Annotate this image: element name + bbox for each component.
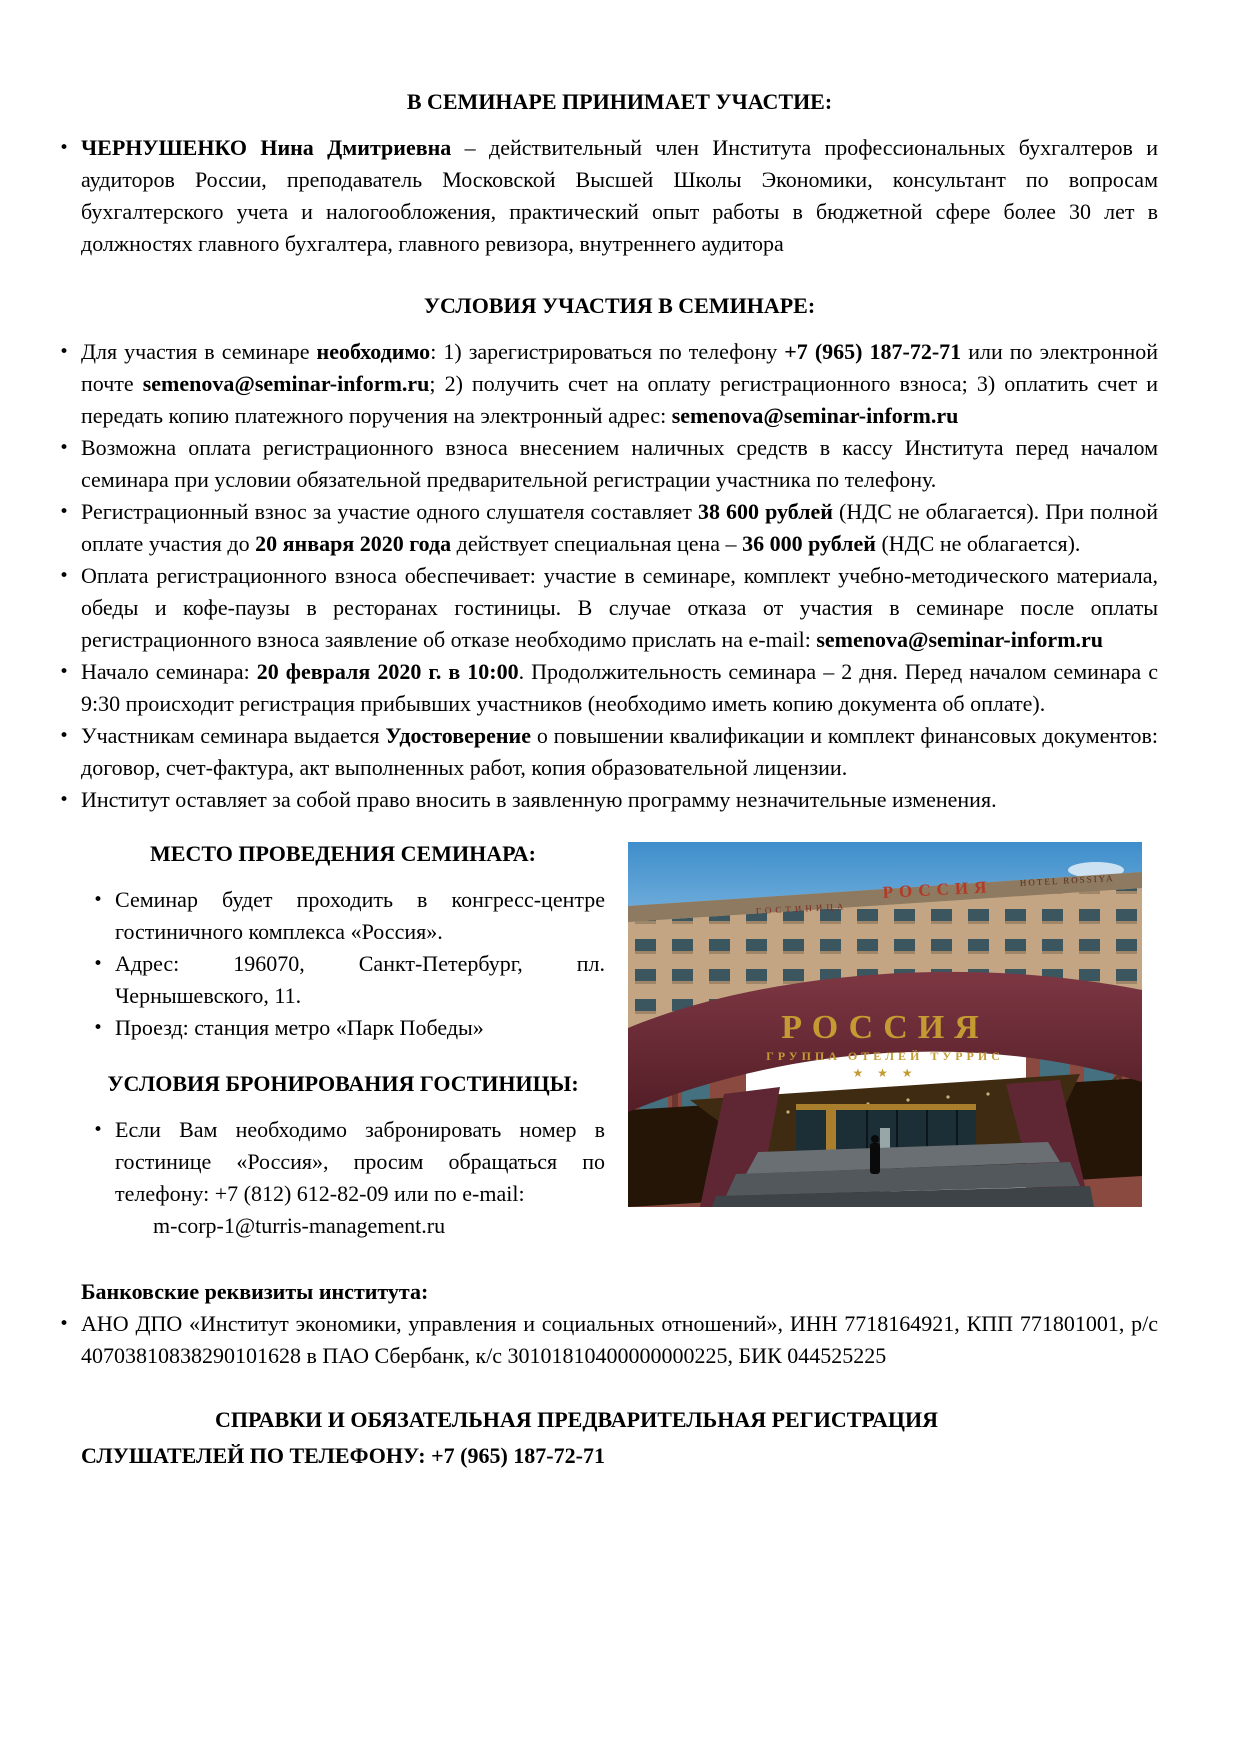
text-segment: Возможна оплата регистрационного взноса внесением наличных средств в кассу Института перед началом семинара при условии обязательной предварительной регистрации участника по телефону. (81, 435, 1158, 492)
early-bird-date: 20 января 2020 года (255, 531, 452, 556)
bullet-marker-icon: • (59, 726, 70, 746)
text-segment: Оплата регистрационного взноса обеспечивает: участие в семинаре, комплект учебно-методического материала, обеды и кофе-паузы в ресторанах гостиницы. В случае отказа от участия в семинаре после оплаты регистрационного взноса заявление об отказе необходимо прислать на e-mail: (81, 563, 1158, 652)
text-segment: или по электронной почте (81, 339, 1158, 396)
booking-list (81, 1114, 605, 1242)
booking-email: m-corp-1@turris-management.ru (153, 1213, 446, 1238)
text-segment: (НДС не облагается). (875, 531, 1081, 556)
footer-line-1: СПРАВКИ И ОБЯЗАТЕЛЬНАЯ ПРЕДВАРИТЕЛЬНАЯ РЕГИСТРАЦИЯ (215, 1407, 939, 1432)
venue-location: Семинар будет проходить в конгресс-центре гостиничного комплекса «Россия». (115, 887, 605, 944)
list-item (59, 336, 1158, 432)
registration-email: semenova@seminar-inform.ru (671, 403, 959, 428)
bullet-marker-icon: • (59, 1314, 70, 1334)
list-item (59, 1308, 1158, 1372)
venue-list (81, 884, 605, 1044)
list-item (59, 132, 1158, 260)
list-item (81, 884, 605, 948)
bullet-marker-icon: • (93, 890, 104, 910)
list-item (59, 720, 1158, 784)
text-segment: Участникам семинара выдается (81, 723, 386, 748)
text-segment: Для участия в семинаре (81, 339, 317, 364)
bullet-marker-icon: • (59, 566, 70, 586)
venue-metro: Проезд: станция метро «Парк Победы» (115, 1015, 484, 1040)
speaker-name: ЧЕРНУШЕНКО Нина Дмитриевна (81, 135, 452, 160)
text-segment: – действительный член Института профессиональных бухгалтеров и аудиторов России, преподаватель Московской Высшей Школы Экономики, консультант по вопросам бухгалтерского учета и налогообложения, практический опыт работы в бюджетной сфере более 30 лет в должностях главного бухгалтера, главного ревизора, внутреннего аудитора (81, 135, 1158, 256)
list-item (59, 656, 1158, 720)
section-heading-conditions: УСЛОВИЯ УЧАСТИЯ В СЕМИНАРЕ: (423, 293, 816, 318)
list-item (81, 948, 605, 1012)
photo-arch-title: РОССИЯ (781, 1009, 989, 1046)
certificate-name: Удостоверение (385, 723, 531, 748)
participants-list (59, 132, 1158, 260)
list-item (59, 784, 1158, 816)
text-segment: : 1) зарегистрироваться по телефону (430, 339, 785, 364)
bullet-marker-icon: • (59, 502, 70, 522)
fee-amount: 38 600 рублей (697, 499, 833, 524)
list-item (81, 1012, 605, 1044)
bullet-marker-icon: • (59, 790, 70, 810)
hotel-photo-illustration (628, 842, 1142, 1207)
photo-person-silhouette (870, 1135, 880, 1174)
venue-column (81, 838, 605, 1242)
bullet-marker-icon: • (93, 954, 104, 974)
venue-address: Адрес: 196070, Санкт-Петербург, пл. Чернышевского, 11. (115, 951, 605, 1008)
section-heading-bank: Банковские реквизиты института: (81, 1279, 429, 1304)
text-segment: Начало семинара: (81, 659, 257, 684)
venue-and-photo-block (81, 838, 1158, 1242)
text-segment: ; 2) получить счет на оплату регистрационного взноса; 3) оплатить счет и передать копию платежного поручения на электронный адрес: (81, 371, 1158, 428)
seminar-start-datetime: 20 февраля 2020 г. в 10:00 (256, 659, 519, 684)
registration-email: semenova@seminar-inform.ru (142, 371, 430, 396)
list-item (59, 496, 1159, 560)
special-price: 36 000 рублей (742, 531, 876, 556)
section-heading-booking: УСЛОВИЯ БРОНИРОВАНИЯ ГОСТИНИЦЫ: (107, 1071, 579, 1096)
text-segment: Регистрационный взнос за участие одного слушателя составляет (81, 499, 698, 524)
text-segment: действует специальная цена – (451, 531, 743, 556)
photo-arch-stars: ★ ★ ★ (852, 1066, 918, 1080)
photo-roof-right-label: HOTEL ROSSIYA (1019, 873, 1115, 888)
list-item (59, 432, 1158, 496)
photo-lobby-light (880, 1128, 890, 1150)
bank-list (59, 1308, 1158, 1372)
photo-roof-center-label: РОССИЯ (882, 877, 993, 902)
footer-registration-note (81, 1402, 1158, 1474)
text-segment: Институт оставляет за собой право вносить в заявленную программу незначительные изменения. (81, 787, 997, 812)
bullet-marker-icon: • (59, 438, 70, 458)
conditions-list (59, 336, 1159, 816)
text-segment: (НДС не облагается). При полной оплате участия до (81, 499, 1159, 556)
bullet-marker-icon: • (93, 1018, 104, 1038)
refund-email: semenova@seminar-inform.ru (816, 627, 1104, 652)
bank-details: АНО ДПО «Институт экономики, управления и социальных отношений», ИНН 7718164921, КПП 771801001, р/с 40703810838290101628 в ПАО Сбербанк, к/с 30101810400000000225, БИК 044525225 (81, 1311, 1158, 1368)
text-segment: необходимо (316, 339, 431, 364)
photo-roof-left-label: ГОСТИНИЦА (755, 901, 848, 916)
list-item (81, 1114, 605, 1242)
text-segment: . Продолжительность семинара – 2 дня. Перед началом семинара с 9:30 происходит регистрация прибывших участников (необходимо иметь копию документа об оплате). (81, 659, 1158, 716)
footer-line-2: СЛУШАТЕЛЕЙ ПО ТЕЛЕФОНУ: +7 (965) 187-72-71 (81, 1443, 605, 1468)
bullet-marker-icon: • (59, 662, 70, 682)
bullet-marker-icon: • (59, 138, 70, 158)
photo-arch-subtitle: ГРУППА ОТЕЛЕЙ ТУРРИС (766, 1049, 1004, 1063)
bullet-marker-icon: • (93, 1120, 104, 1140)
registration-phone: +7 (965) 187-72-71 (784, 339, 962, 364)
text-segment: о повышении квалификации и комплект финансовых документов: договор, счет-фактура, акт выполненных работ, копия образовательной лицензии. (81, 723, 1158, 780)
bullet-marker-icon: • (59, 342, 70, 362)
venue-photo (628, 842, 1142, 1207)
section-heading-venue: МЕСТО ПРОВЕДЕНИЯ СЕМИНАРА: (150, 841, 536, 866)
section-heading-participants: В СЕМИНАРЕ ПРИНИМАЕТ УЧАСТИЕ: (406, 89, 833, 114)
list-item (59, 560, 1158, 656)
booking-instructions: Если Вам необходимо забронировать номер в гостинице «Россия», просим обращаться по телефону: +7 (812) 612-82-09 или по e-mail: (115, 1117, 605, 1206)
